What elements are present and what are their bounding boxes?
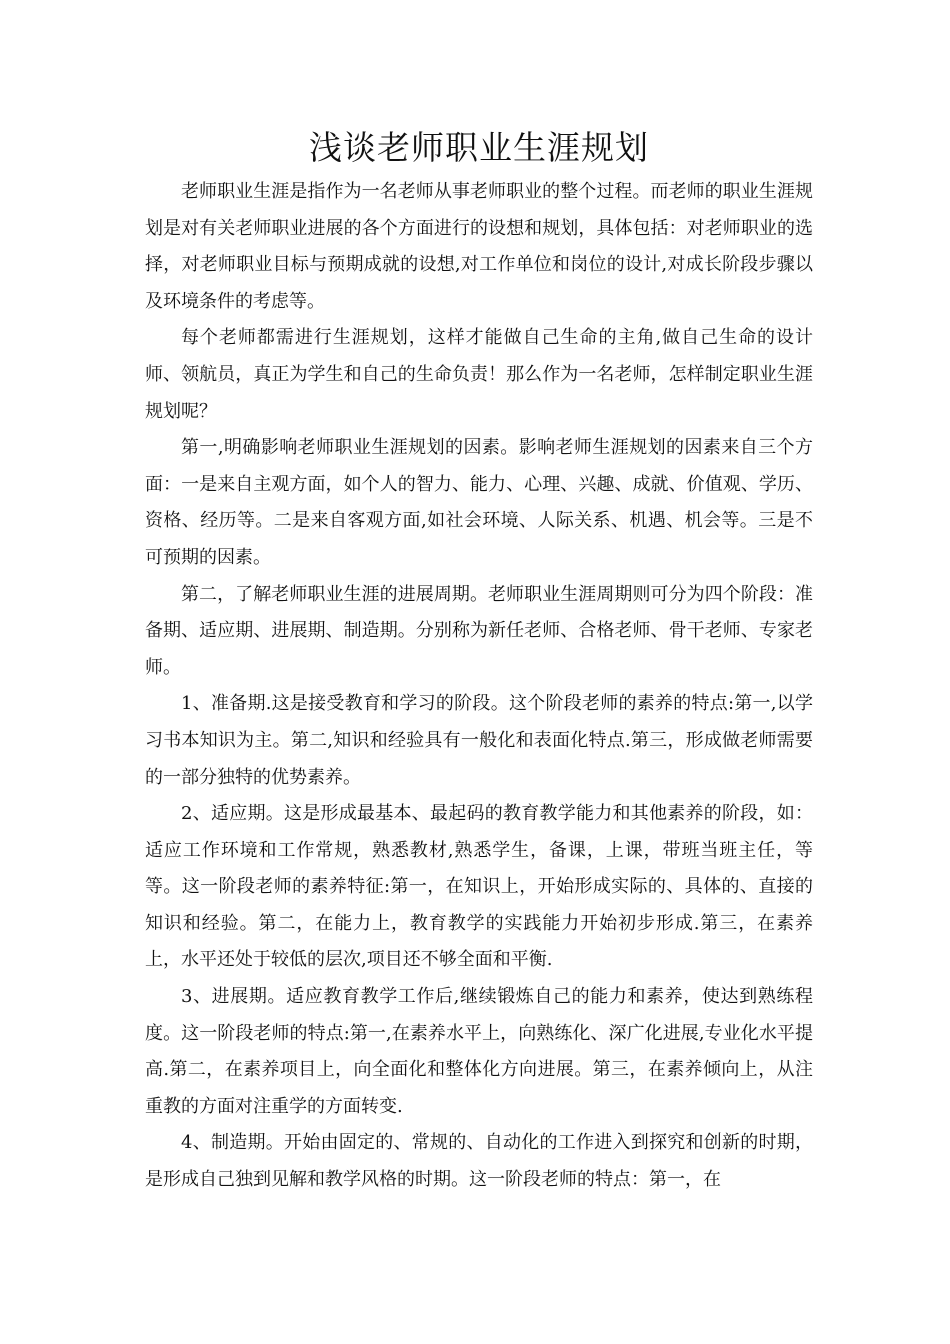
paragraph-career-cycle: 第二，了解老师职业生涯的进展周期。老师职业生涯周期则可分为四个阶段：准备期、适应期、进展期、制造期。分别称为新任老师、合格老师、骨干老师、专家老师。: [145, 583, 813, 678]
paragraph-preparation-stage: 1、准备期.这是接受教育和学习的阶段。这个阶段老师的素养的特点:第一,以学习书本知识为主。第二,知识和经验具有一般化和表面化特点.第三，形成做老师需要的一部分独特的优势素养。: [145, 693, 813, 788]
paragraph-development-stage: 3、进展期。适应教育教学工作后,继续锻炼自己的能力和素养，使达到熟练程度。这一阶段老师的特点:第一,在素养水平上，向熟练化、深广化进展,专业化水平提高.第二，在素养项目上，向全面化和整体化方向进展。第三，在素养倾向上，从注重教的方面对注重学的方面转变.: [145, 986, 813, 1117]
document-title: 浅谈老师职业生涯规划: [309, 128, 649, 167]
paragraph-why-plan: 每个老师都需进行生涯规划，这样才能做自己生命的主角,做自己生命的设计师、领航员，真正为学生和自己的生命负责！那么作为一名老师，怎样制定职业生涯规划呢？: [145, 327, 813, 422]
document-page: [145, 122, 813, 1199]
paragraph-career-definition: 老师职业生涯是指作为一名老师从事老师职业的整个过程。而老师的职业生涯规划是对有关老师职业进展的各个方面进行的设想和规划，具体包括：对老师职业的选择，对老师职业目标与预期成就的设想,对工作单位和岗位的设计,对成长阶段步骤以及环境条件的考虑等。: [145, 181, 813, 312]
paragraph-adaptation-stage: 2、适应期。这是形成最基本、最起码的教育教学能力和其他素养的阶段，如：适应工作环境和工作常规，熟悉教材,熟悉学生，备课，上课，带班当班主任，等等。这一阶段老师的素养特征:第一，在知识上，开始形成实际的、具体的、直接的知识和经验。第二，在能力上，教育教学的实践能力开始初步形成.第三，在素养上，水平还处于较低的层次,项目还不够全面和平衡.: [145, 803, 813, 971]
paragraph-factors: 第一,明确影响老师职业生涯规划的因素。影响老师生涯规划的因素来自三个方面：一是来自主观方面，如个人的智力、能力、心理、兴趣、成就、价值观、学历、资格、经历等。二是来自客观方面,如社会环境、人际关系、机遇、机会等。三是不可预期的因素。: [145, 437, 813, 568]
paragraph-creation-stage: 4、制造期。开始由固定的、常规的、自动化的工作进入到探究和创新的时期，是形成自己独到见解和教学风格的时期。这一阶段老师的特点：第一，在: [145, 1132, 813, 1191]
